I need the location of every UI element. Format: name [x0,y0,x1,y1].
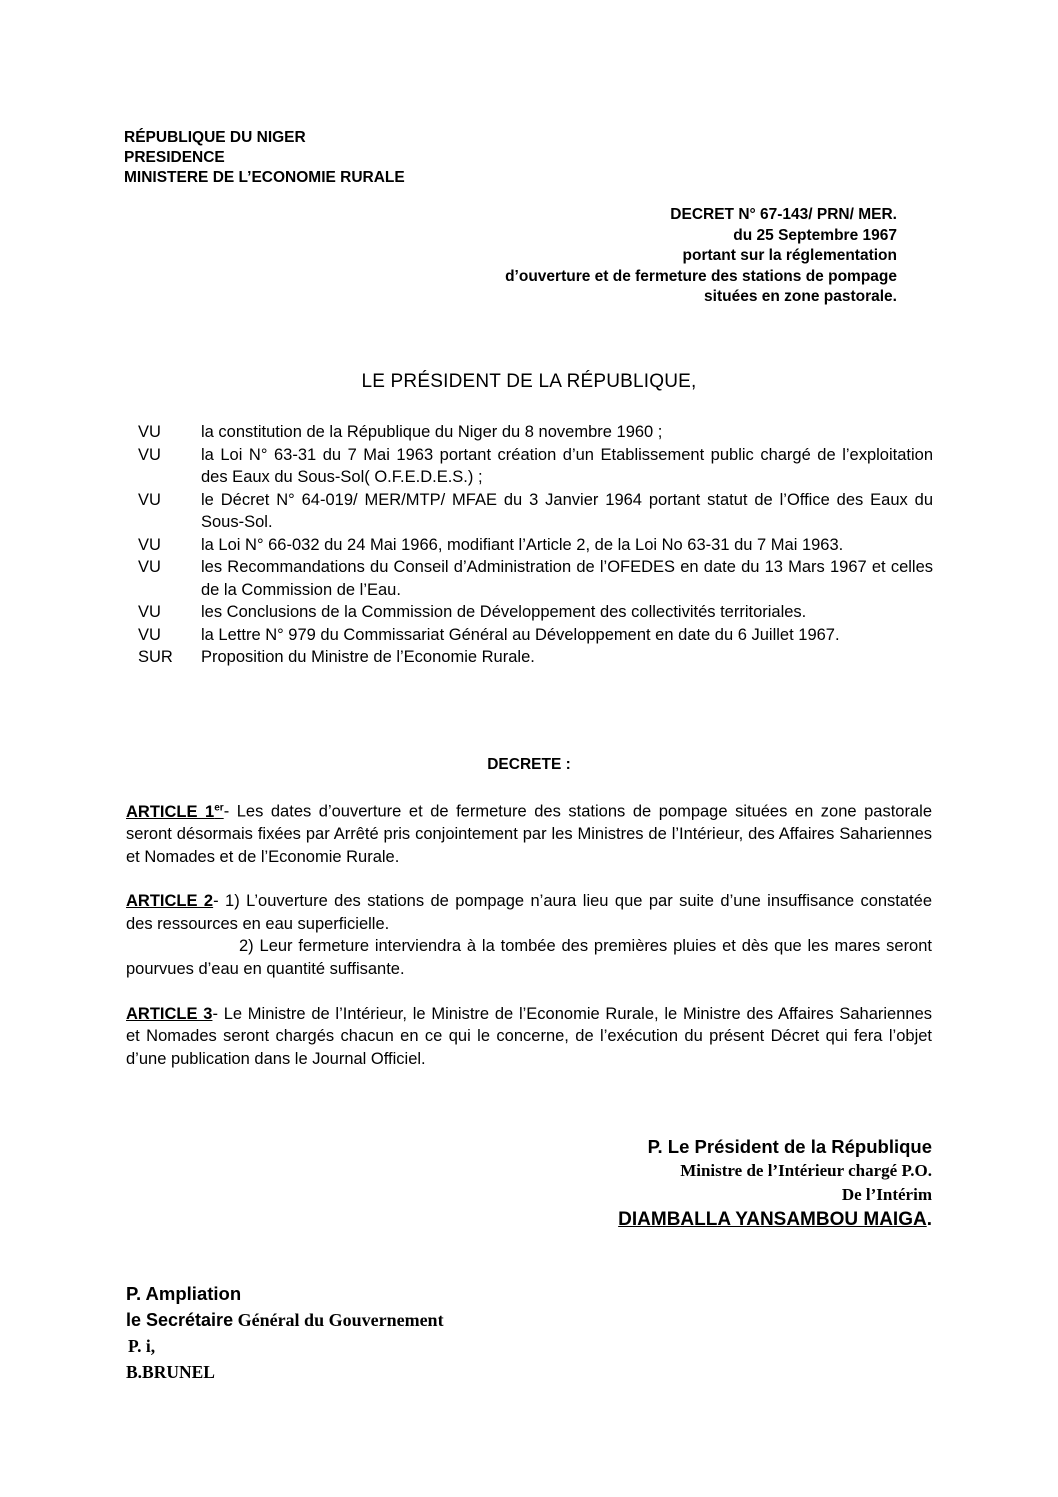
visa-item [138,556,933,601]
visa-text: la constitution de la République du Niger du 8 novembre 1960 ; [201,423,663,441]
ampliation-block [126,1281,444,1385]
visa-item [138,646,933,669]
signature-block [480,1134,932,1233]
header-presidency: PRESIDENCE [124,149,225,166]
article-1-text: - Les dates d’ouverture et de fermeture des stations de pompage situées en zone pastorale seront désormais fixées par Arrêté pris conjointement par les Ministres de l’Intérieur, des Affaires Sahariennes et Nomades et de l’Economie Rurale. [126,802,933,866]
decree-reference [400,205,897,308]
visa-item [138,534,933,557]
issuing-authority-header [124,128,405,188]
decree-subject-line3: situées en zone pastorale. [704,288,897,305]
visa-text: la Loi N° 63-31 du 7 Mai 1963 portant création d’un Etablissement public chargé de l’exploitation des Eaux du Sous-Sol( O.F.E.D.E.S.) ; [201,445,933,486]
visa-text: le Décret N° 64-019/ MER/MTP/ MFAE du 3 Janvier 1964 portant statut de l’Office des Eaux du Sous-Sol. [201,490,933,531]
visa-label: VU [138,423,161,441]
signature-minister: Ministre de l’Intérieur chargé P.O. [680,1161,932,1180]
article-1-label-text: ARTICLE 1 [126,802,215,821]
decree-subject-line2: d’ouverture et de fermeture des stations de pompage [505,267,897,285]
decrete-heading: DECRETE : [487,756,571,773]
visa-label: SUR [138,648,173,666]
signatory-name-line [480,1207,932,1233]
header-ministry: MINISTERE DE L’ECONOMIE RURALE [124,169,405,186]
article-1 [126,797,932,868]
article-2-text-part1: - 1) L’ouverture des stations de pompage n’aura lieu que par suite d’une insuffisance constatée des ressources en eau superficielle. [126,892,932,933]
decree-date: du 25 Septembre 1967 [733,226,897,244]
signature-interim: De l’Intérim [841,1185,932,1204]
visa-item [138,489,933,534]
visa-item [138,444,933,489]
visas-list [138,421,933,669]
article-2-text-part2: 2) Leur fermeture interviendra à la tombée des premières pluies et dès que les mares seront pourvues d’eau en quantité suffisante. [126,937,932,979]
article-3-label: ARTICLE 3 [126,1004,213,1023]
visa-item [138,421,933,444]
article-2 [126,890,932,980]
visa-label: VU [138,445,161,464]
decree-subject-line1: portant sur la réglementation [682,247,897,264]
visa-item [138,624,933,647]
president-title: LE PRÉSIDENT DE LA RÉPUBLIQUE, [361,371,697,392]
visa-label: VU [138,625,161,644]
article-1-label-sup: er [214,802,224,813]
article-1-label [126,803,224,821]
signatory-name: DIAMBALLA YANSAMBOU MAIGA [618,1209,927,1230]
ampliation-secretary-part2: Général du Gouvernement [233,1310,444,1330]
signature-title: P. Le Président de la République [647,1136,932,1157]
ampliation-name: B.BRUNEL [126,1362,215,1382]
ampliation-secretary-part1: le Secrétaire [126,1310,234,1330]
ampliation-secretary [126,1307,444,1333]
visa-text: Proposition du Ministre de l’Economie Rurale. [201,648,535,666]
visa-label: VU [138,603,161,621]
visa-text: les Conclusions de la Commission de Développement des collectivités territoriales. [201,603,807,621]
decree-number: DECRET N° 67-143/ PRN/ MER. [670,206,897,223]
visa-label: VU [138,490,161,509]
visa-text: la Loi N° 66-032 du 24 Mai 1966, modifiant l’Article 2, de la Loi No 63-31 du 7 Mai 1963. [201,535,844,554]
article-3-text: - Le Ministre de l’Intérieur, le Ministre de l’Economie Rurale, le Ministre des Affaires Sahariennes et Nomades seront chargés chacun en ce qui le concerne, de l’exécution du présent Décret qui fera l’objet d’une publication dans le Journal Officiel. [126,1004,932,1068]
articles-section [126,797,932,1092]
visa-label: VU [138,535,161,554]
ampliation-title: P. Ampliation [126,1283,242,1304]
visa-text: la Lettre N° 979 du Commissariat Général au Développement en date du 6 Juillet 1967. [201,625,840,644]
header-country: RÉPUBLIQUE DU NIGER [124,129,306,146]
visa-text: les Recommandations du Conseil d’Administration de l’OFEDES en date du 13 Mars 1967 et celles de la Commission de l’Eau. [201,558,933,599]
signatory-name-suffix: . [926,1209,932,1230]
article-3 [126,1003,932,1071]
visa-label: VU [138,558,161,576]
visa-item [138,601,933,624]
ampliation-pi: P. i, [128,1336,156,1356]
article-2-label: ARTICLE 2 [126,892,214,911]
